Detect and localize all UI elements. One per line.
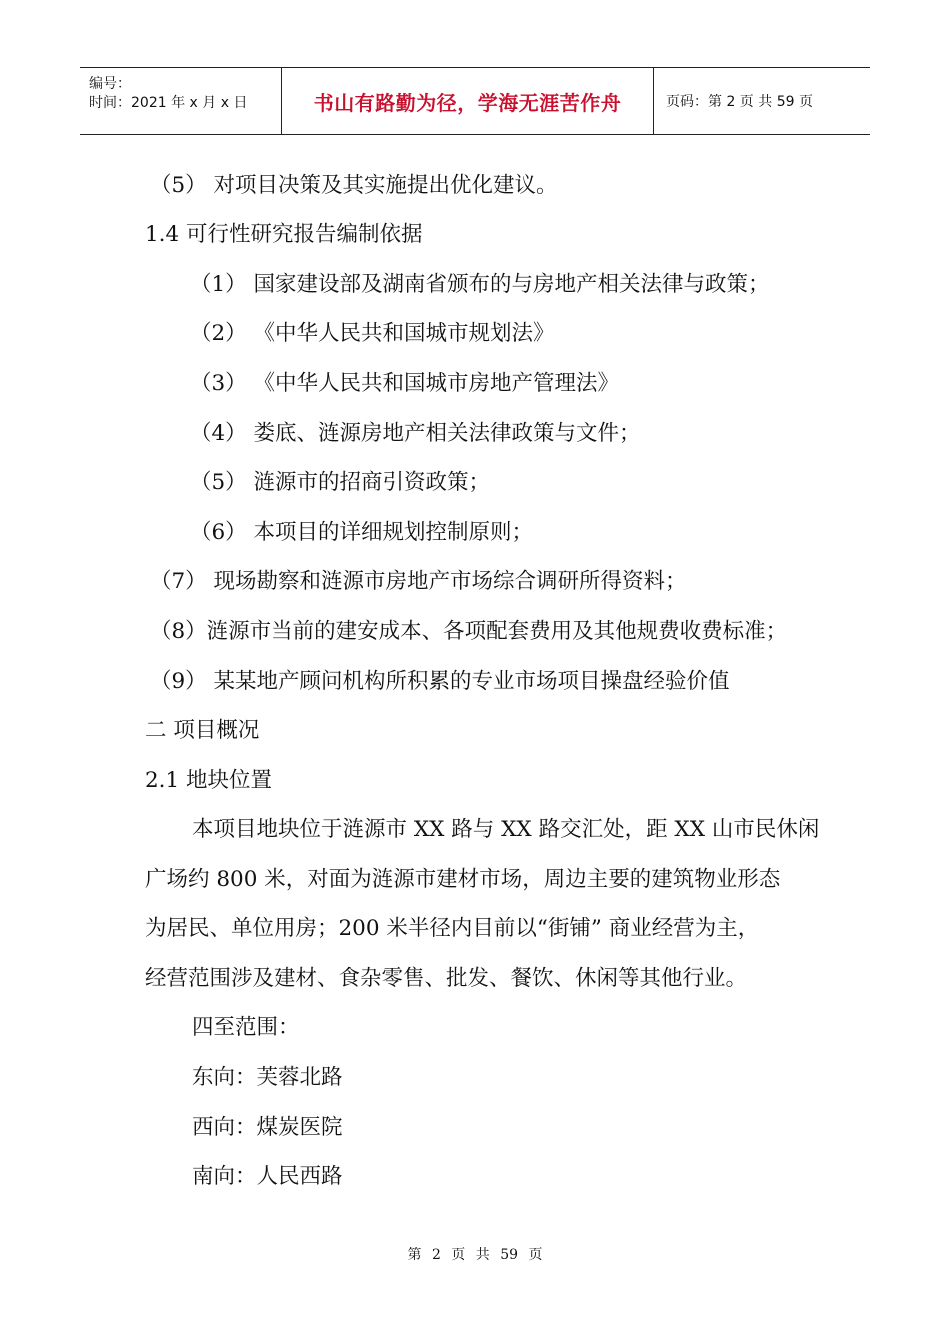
doc-number-label: 编号： bbox=[89, 76, 131, 92]
list-item: （3） 《中华人民共和国城市房地产管理法》 bbox=[190, 371, 620, 396]
list-item: （9） 某某地产顾问机构所积累的专业市场项目操盘经验价值 bbox=[150, 669, 730, 694]
paragraph-line: 南向：人民西路 bbox=[192, 1164, 343, 1189]
section-heading: 1.4 可行性研究报告编制依据 bbox=[145, 222, 423, 247]
body-line: （5） 对项目决策及其实施提出优化建议。 bbox=[150, 173, 558, 198]
section-heading: 2.1 地块位置 bbox=[145, 768, 273, 793]
list-item: （2） 《中华人民共和国城市规划法》 bbox=[190, 321, 555, 346]
paragraph-line: 广场约 800 米，对面为涟源市建材市场，周边主要的建筑物业形态 bbox=[145, 867, 781, 892]
paragraph-line: 西向：煤炭医院 bbox=[192, 1115, 343, 1140]
paragraph-line: 东向：芙蓉北路 bbox=[192, 1065, 343, 1090]
header-motto: 书山有路勤为径，学海无涯苦作舟 bbox=[282, 68, 654, 134]
paragraph-line: 四至范围： bbox=[192, 1015, 300, 1040]
list-item: （5） 涟源市的招商引资政策； bbox=[190, 470, 491, 495]
page-header bbox=[80, 67, 870, 135]
paragraph-line: 为居民、单位用房；200 米半径内目前以“街铺” 商业经营为主， bbox=[145, 916, 760, 941]
doc-date: 时间：2021 年 x 月 x 日 bbox=[89, 95, 248, 111]
list-item: （1） 国家建设部及湖南省颁布的与房地产相关法律与政策； bbox=[190, 272, 770, 297]
paragraph-line: 本项目地块位于涟源市 XX 路与 XX 路交汇处，距 XX 山市民休闲 bbox=[192, 817, 820, 842]
header-page-info: 页码：第 2 页 共 59 页 bbox=[666, 94, 813, 110]
list-item: （8）涟源市当前的建安成本、各项配套费用及其他规费收费标准； bbox=[150, 619, 788, 644]
page-footer: 第 2 页 共 59 页 bbox=[407, 1247, 543, 1263]
header-meta bbox=[80, 68, 282, 134]
paragraph-line: 经营范围涉及建材、食杂零售、批发、餐饮、休闲等其他行业。 bbox=[145, 966, 748, 991]
list-item: （4） 娄底、涟源房地产相关法律政策与文件； bbox=[190, 421, 641, 446]
section-heading: 二 项目概况 bbox=[145, 718, 260, 743]
list-item: （6） 本项目的详细规划控制原则； bbox=[190, 520, 534, 545]
list-item: （7） 现场勘察和涟源市房地产市场综合调研所得资料； bbox=[150, 569, 687, 594]
